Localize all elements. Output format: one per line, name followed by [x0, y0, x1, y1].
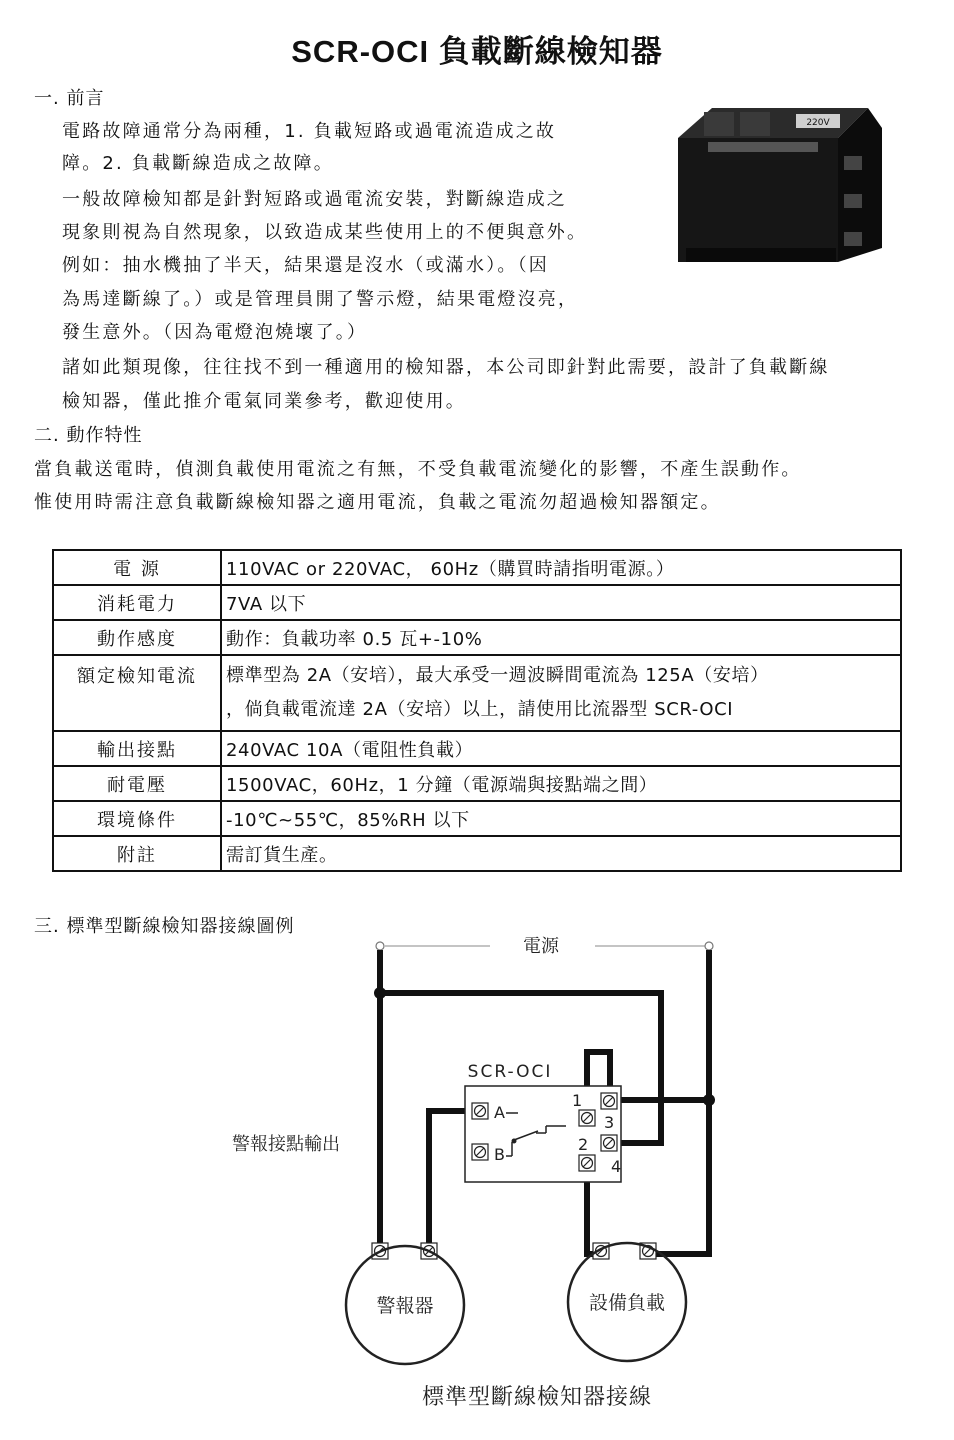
power-terminal-left [376, 942, 384, 950]
load-label: 設備負載 [588, 1292, 666, 1314]
spec-value: 240VAC 10A（電阻性負載） [221, 731, 901, 766]
table-row [53, 731, 901, 766]
intro-line: 現象則視為自然現象，以致造成某些使用上的不便與意外。 [62, 222, 588, 243]
spec-value-line: ，倘負載電流達 2A（安培）以上，請使用比流器型 SCR-OCI [226, 699, 734, 720]
spec-value: 需訂貨生產。 [221, 836, 901, 871]
table-row [53, 836, 901, 871]
table-row [53, 550, 901, 585]
diagram-caption: 標準型斷線檢知器接線 [421, 1385, 653, 1410]
section3-heading: 三. 標準型斷線檢知器接線圖例 [34, 916, 295, 937]
terminal-3-label: 3 [604, 1113, 615, 1132]
screw-terminal [579, 1155, 595, 1171]
section2-heading: 二. 動作特性 [34, 425, 143, 446]
screw-terminal [579, 1110, 595, 1126]
spec-key: 動作感度 [53, 620, 221, 655]
relay-contact [512, 1139, 517, 1144]
alarm-label: 警報器 [376, 1295, 434, 1317]
terminal-2-label: 2 [578, 1135, 589, 1154]
alarm-output-label: 警報接點輸出 [232, 1134, 340, 1155]
spec-key: 額定檢知電流 [53, 655, 221, 731]
screw-terminal [601, 1135, 617, 1151]
intro-line: 一般故障檢知都是針對短路或過電流安裝，對斷線造成之 [62, 189, 567, 210]
junction-dot [703, 1094, 715, 1106]
page-title: SCR-OCI 負載斷線檢知器 [291, 34, 663, 69]
section1-heading: 一. 前言 [34, 88, 105, 109]
table-row [53, 766, 901, 801]
screw-terminal [472, 1144, 488, 1160]
intro-line: 例如：抽水機抽了半天，結果還是沒水（或滿水）。（因 [62, 255, 549, 276]
spec-key: 環境條件 [53, 801, 221, 836]
junction-dot [374, 987, 386, 999]
spec-value [221, 655, 901, 731]
intro-line: 諸如此類現像，往往找不到一種適用的檢知器，本公司即針對此需要，設計了負載斷線 [62, 357, 830, 378]
device-box [465, 1086, 621, 1182]
spec-value: 動作：負載功率 0.5 瓦+-10% [221, 620, 901, 655]
feature-line: 惟使用時需注意負載斷線檢知器之適用電流，負載之電流勿超過檢知器額定。 [34, 492, 721, 513]
terminal-1-label: 1 [572, 1091, 583, 1110]
spec-key: 輸出接點 [53, 731, 221, 766]
spec-value: -10℃~55℃，85%RH 以下 [221, 801, 901, 836]
table-row [53, 585, 901, 620]
spec-key: 電 源 [53, 550, 221, 585]
terminal-a-label: A [494, 1103, 505, 1122]
intro-line: 發生意外。（因為電燈泡燒壞了。） [62, 322, 368, 343]
spec-key: 附註 [53, 836, 221, 871]
table-row [53, 655, 901, 731]
spec-value: 1500VAC，60Hz，1 分鐘（電源端與接點端之間） [221, 766, 901, 801]
intro-line: 障。2. 負載斷線造成之故障。 [62, 153, 334, 174]
table-row [53, 620, 901, 655]
device-label: SCR-OCI [467, 1062, 553, 1082]
spec-value-line: 標準型為 2A（安培），最大承受一週波瞬間電流為 125A（安培） [226, 665, 769, 686]
terminal-b-label: B [494, 1145, 505, 1164]
screw-terminal [601, 1093, 617, 1109]
power-terminal-right [705, 942, 713, 950]
feature-line: 當負載送電時，偵測負載使用電流之有無，不受負載電流變化的影響，不產生誤動作。 [34, 459, 802, 480]
spec-key: 消耗電力 [53, 585, 221, 620]
intro-line: 電路故障通常分為兩種，1. 負載短路或過電流造成之故 [62, 121, 557, 142]
spec-key: 耐電壓 [53, 766, 221, 801]
product-voltage-label: 220V [806, 118, 830, 128]
spec-table [52, 549, 902, 872]
wiring-diagram [0, 930, 954, 1430]
product-photo [668, 98, 892, 278]
power-label: 電源 [523, 936, 559, 957]
table-row [53, 801, 901, 836]
intro-line: 為馬達斷線了。）或是管理員開了警示燈，結果電燈沒亮， [62, 289, 579, 310]
intro-line: 檢知器，僅此推介電氣同業參考，歡迎使用。 [62, 391, 466, 412]
screw-terminal [472, 1103, 488, 1119]
terminal-4-label: 4 [611, 1157, 622, 1176]
spec-value: 110VAC or 220VAC， 60Hz（購買時請指明電源。） [221, 550, 901, 585]
spec-value: 7VA 以下 [221, 585, 901, 620]
